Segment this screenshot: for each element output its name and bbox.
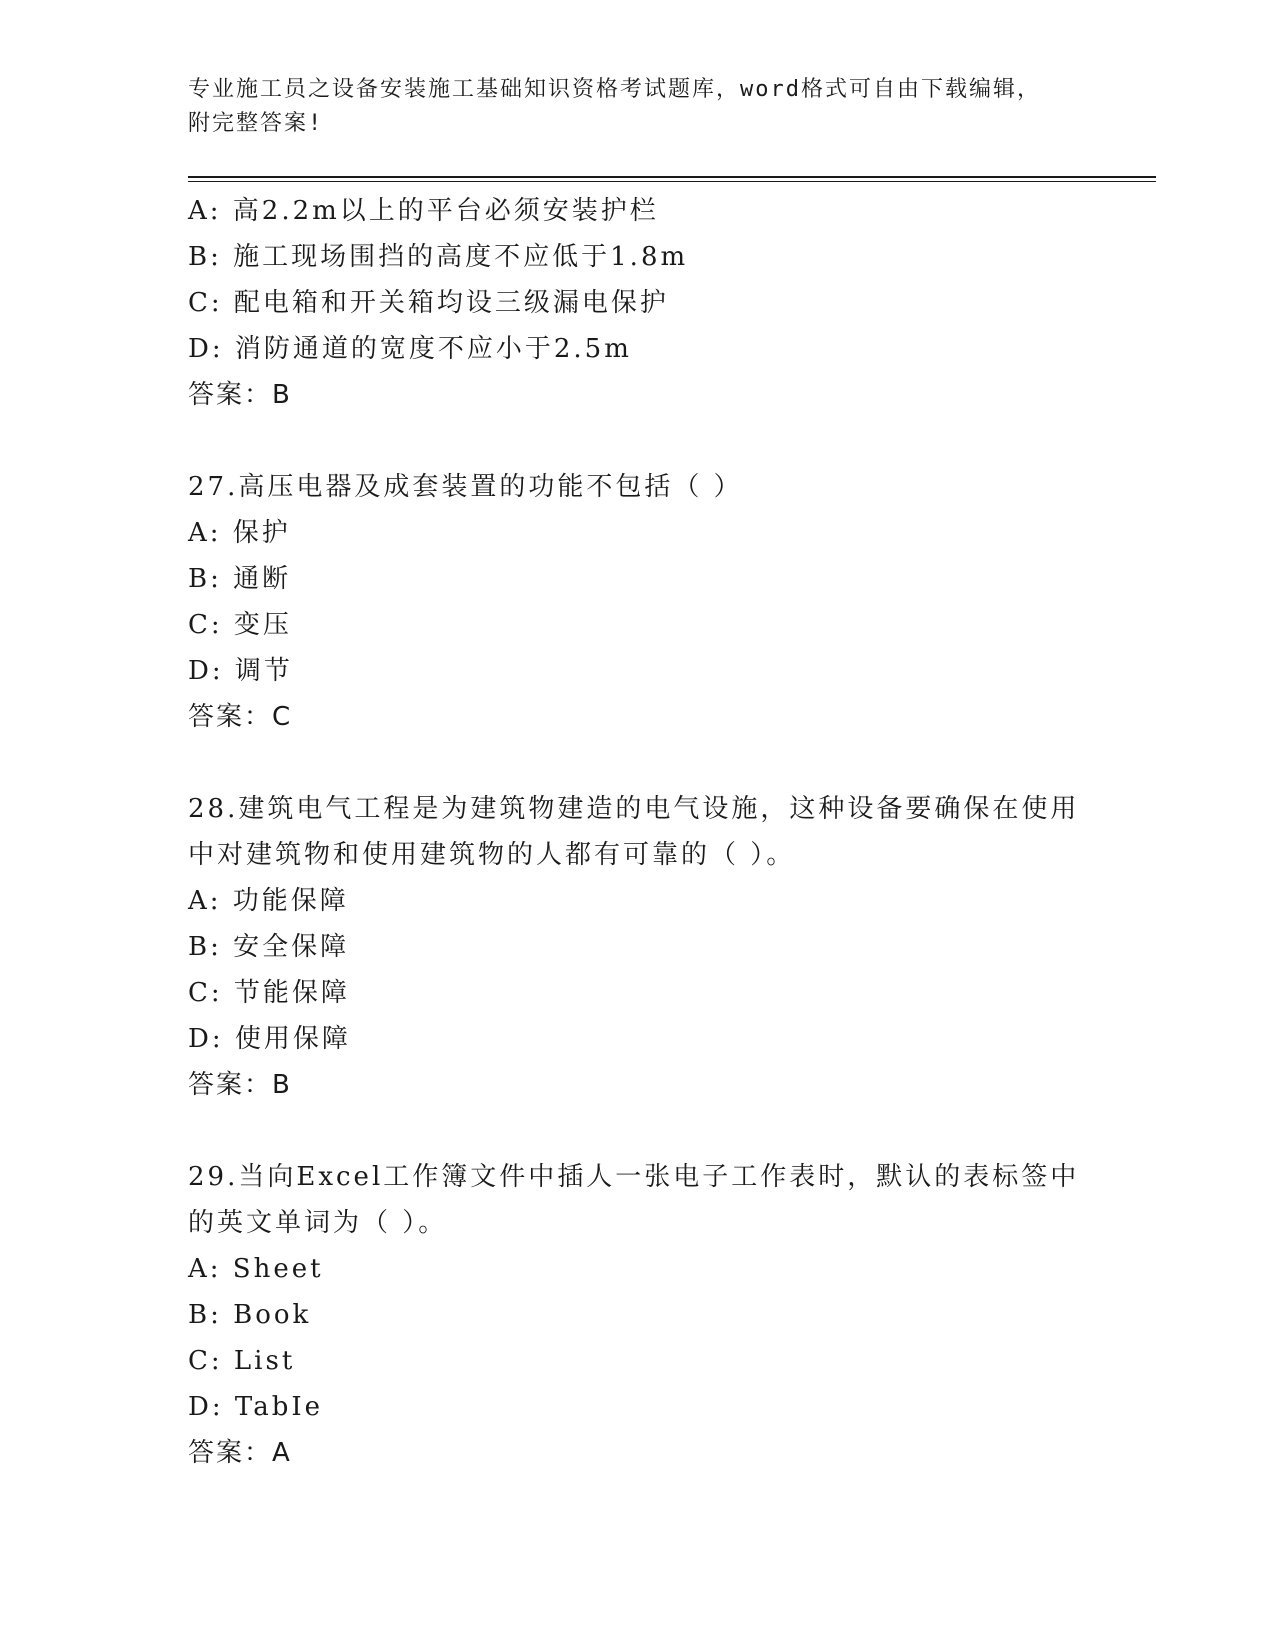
question-stem-line-2: 中对建筑物和使用建筑物的人都有可靠的（ ）。 xyxy=(188,840,796,870)
option-d: D: 调节 xyxy=(188,656,293,686)
option-a: A: Sheet xyxy=(188,1254,324,1284)
answer: 答案：A xyxy=(188,1438,292,1468)
question-28 xyxy=(188,786,1088,1108)
question-stem-line-1: 29.当向Excel工作簿文件中插人一张电子工作表时，默认的表标签中 xyxy=(188,1162,1080,1192)
question-26 xyxy=(188,188,1088,418)
option-b: B: 安全保障 xyxy=(188,932,350,962)
answer: 答案：C xyxy=(188,702,293,732)
option-c: C: 节能保障 xyxy=(188,978,350,1008)
question-stem-line-1: 28.建筑电气工程是为建筑物建造的电气设施，这种设备要确保在使用 xyxy=(188,794,1080,824)
option-c: C: 变压 xyxy=(188,610,292,640)
question-stem: 27.高压电器及成套装置的功能不包括（ ） xyxy=(188,472,743,502)
spacer xyxy=(188,1108,1088,1154)
question-stem-line-2: 的英文单词为（ ）。 xyxy=(188,1208,448,1238)
question-29 xyxy=(188,1154,1088,1476)
header-rule-thin xyxy=(188,181,1156,182)
header-rule-thick xyxy=(188,176,1156,178)
spacer xyxy=(188,740,1088,786)
option-d: D: 消防通道的宽度不应小于2.5m xyxy=(188,334,632,364)
answer: 答案：B xyxy=(188,1070,292,1100)
question-list xyxy=(188,188,1088,1476)
option-d: D: 使用保障 xyxy=(188,1024,351,1054)
header-line-2: 附完整答案! xyxy=(188,111,324,136)
spacer xyxy=(188,418,1088,464)
option-c: C: List xyxy=(188,1346,296,1376)
answer: 答案：B xyxy=(188,380,292,410)
question-27 xyxy=(188,464,1088,740)
option-c: C: 配电箱和开关箱均设三级漏电保护 xyxy=(188,288,669,318)
header-line-1: 专业施工员之设备安装施工基础知识资格考试题库，word格式可自由下载编辑， xyxy=(188,77,1041,102)
option-d: D: TabIe xyxy=(188,1392,323,1422)
option-a: A: 功能保障 xyxy=(188,886,349,916)
document-header xyxy=(188,73,1068,141)
option-b: B: 施工现场围挡的高度不应低于1.8m xyxy=(188,242,689,272)
option-a: A: 高2.2m以上的平台必须安装护栏 xyxy=(188,196,659,226)
option-b: B: 通断 xyxy=(188,564,292,594)
option-a: A: 保护 xyxy=(188,518,291,548)
option-b: B: Book xyxy=(188,1300,312,1330)
